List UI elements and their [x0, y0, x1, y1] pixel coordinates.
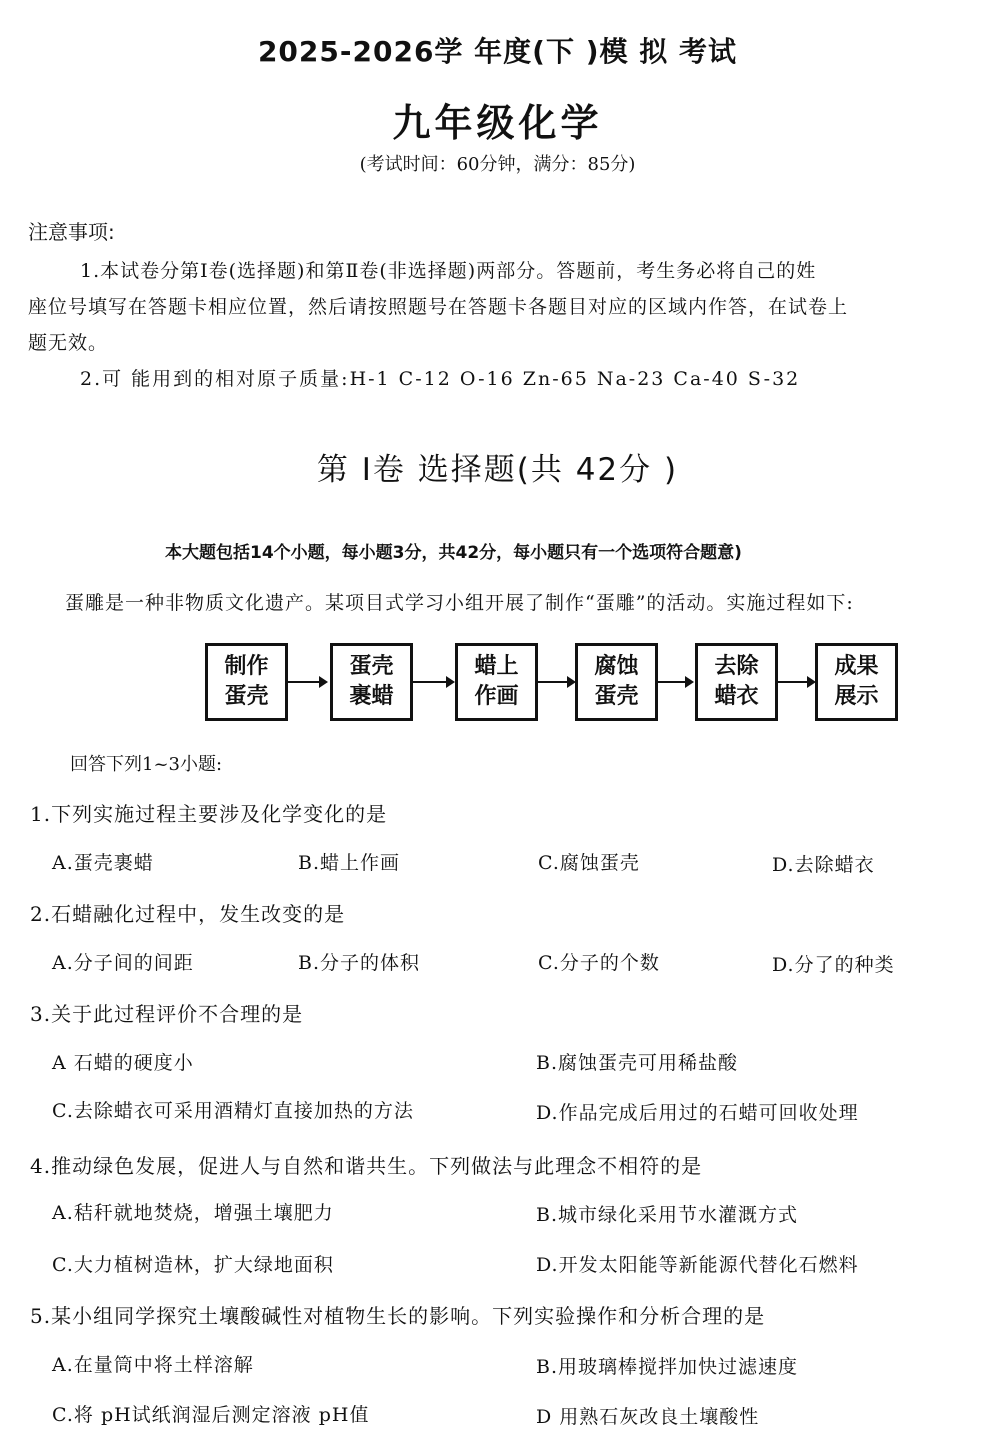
- flow-step: 蜡上作画: [455, 643, 538, 721]
- process-flowchart: [205, 643, 895, 725]
- flow-step: 蛋壳裹蜡: [330, 643, 413, 721]
- flow-arrow: [288, 681, 326, 683]
- question-option: B.腐蚀蛋壳可用稀盐酸: [536, 1052, 739, 1074]
- question-option: C.去除蜡衣可采用酒精灯直接加热的方法: [52, 1100, 414, 1122]
- flow-arrow: [778, 681, 814, 683]
- section-title: 第 Ⅰ卷 选择题(共 42分 ): [316, 452, 679, 488]
- question-stem: 1.下列实施过程主要涉及化学变化的是: [30, 802, 388, 826]
- note-line: 座位号填写在答题卡相应位置，然后请按照题号在答题卡各题目对应的区域内作答，在试卷上: [28, 296, 849, 318]
- question-option: D.分了的种类: [772, 954, 895, 976]
- notes-heading: 注意事项:: [28, 220, 115, 244]
- question-option: A.在量筒中将土样溶解: [52, 1354, 254, 1376]
- question-stem: 2.石蜡融化过程中，发生改变的是: [30, 902, 346, 926]
- question-option: A.秸秆就地焚烧，增强土壤肥力: [52, 1202, 334, 1224]
- question-option: C.大力植树造林，扩大绿地面积: [52, 1254, 334, 1276]
- section-intro: 本大题包括14个小题，每小题3分，共42分，每小题只有一个选项符合题意): [165, 543, 742, 563]
- question-stem: 5.某小组同学探究土壤酸碱性对植物生长的影响。下列实验操作和分析合理的是: [30, 1304, 766, 1328]
- question-option: D 用熟石灰改良土壤酸性: [536, 1406, 760, 1428]
- question-option: D.开发太阳能等新能源代替化石燃料: [536, 1254, 859, 1276]
- question-option: C.将 pH试纸润湿后测定溶液 pH值: [52, 1404, 370, 1426]
- question-stem: 4.推动绿色发展，促进人与自然和谐共生。下列做法与此理念不相符的是: [30, 1154, 703, 1178]
- question-option: B.城市绿化采用节水灌溉方式: [536, 1204, 799, 1226]
- flow-arrow: [538, 681, 574, 683]
- context-paragraph: 蛋雕是一种非物质文化遗产。某项目式学习小组开展了制作“蛋雕”的活动。实施过程如下:: [65, 592, 854, 614]
- question-option: C.分子的个数: [538, 952, 660, 974]
- flow-step: 成果展示: [815, 643, 898, 721]
- flow-step: 制作蛋壳: [205, 643, 288, 721]
- flow-step: 腐蚀蛋壳: [575, 643, 658, 721]
- note-line: 题无效。: [28, 332, 109, 354]
- atomic-mass-note: 2.可 能用到的相对原子质量:H-1 C-12 O-16 Zn-65 Na-23 Ca-40 S-32: [80, 368, 801, 390]
- flow-arrow: [413, 681, 453, 683]
- question-stem: 3.关于此过程评价不合理的是: [30, 1002, 304, 1026]
- question-option: A.蛋壳裹蜡: [52, 852, 154, 874]
- answer-intro: 回答下列1~3小题:: [70, 754, 223, 775]
- question-option: D.作品完成后用过的石蜡可回收处理: [536, 1102, 859, 1124]
- flow-arrow: [658, 681, 692, 683]
- question-option: A 石蜡的硬度小: [52, 1052, 194, 1074]
- question-option: B.蜡上作画: [298, 852, 401, 874]
- question-option: A.分子间的间距: [52, 952, 194, 974]
- question-option: B.用玻璃棒搅拌加快过滤速度: [536, 1356, 799, 1378]
- subject-title: 九年级化学: [392, 101, 603, 145]
- question-option: C.腐蚀蛋壳: [538, 852, 640, 874]
- exam-title: 2025-2026学 年度(下 )模 拟 考试: [257, 35, 738, 68]
- question-option: D.去除蜡衣: [772, 854, 875, 876]
- question-option: B.分子的体积: [298, 952, 421, 974]
- note-line: 1.本试卷分第Ⅰ卷(选择题)和第Ⅱ卷(非选择题)两部分。答题前，考生务必将自己的姓: [80, 260, 817, 282]
- flow-step: 去除蜡衣: [695, 643, 778, 721]
- exam-info: (考试时间：60分钟，满分：85分): [359, 154, 636, 175]
